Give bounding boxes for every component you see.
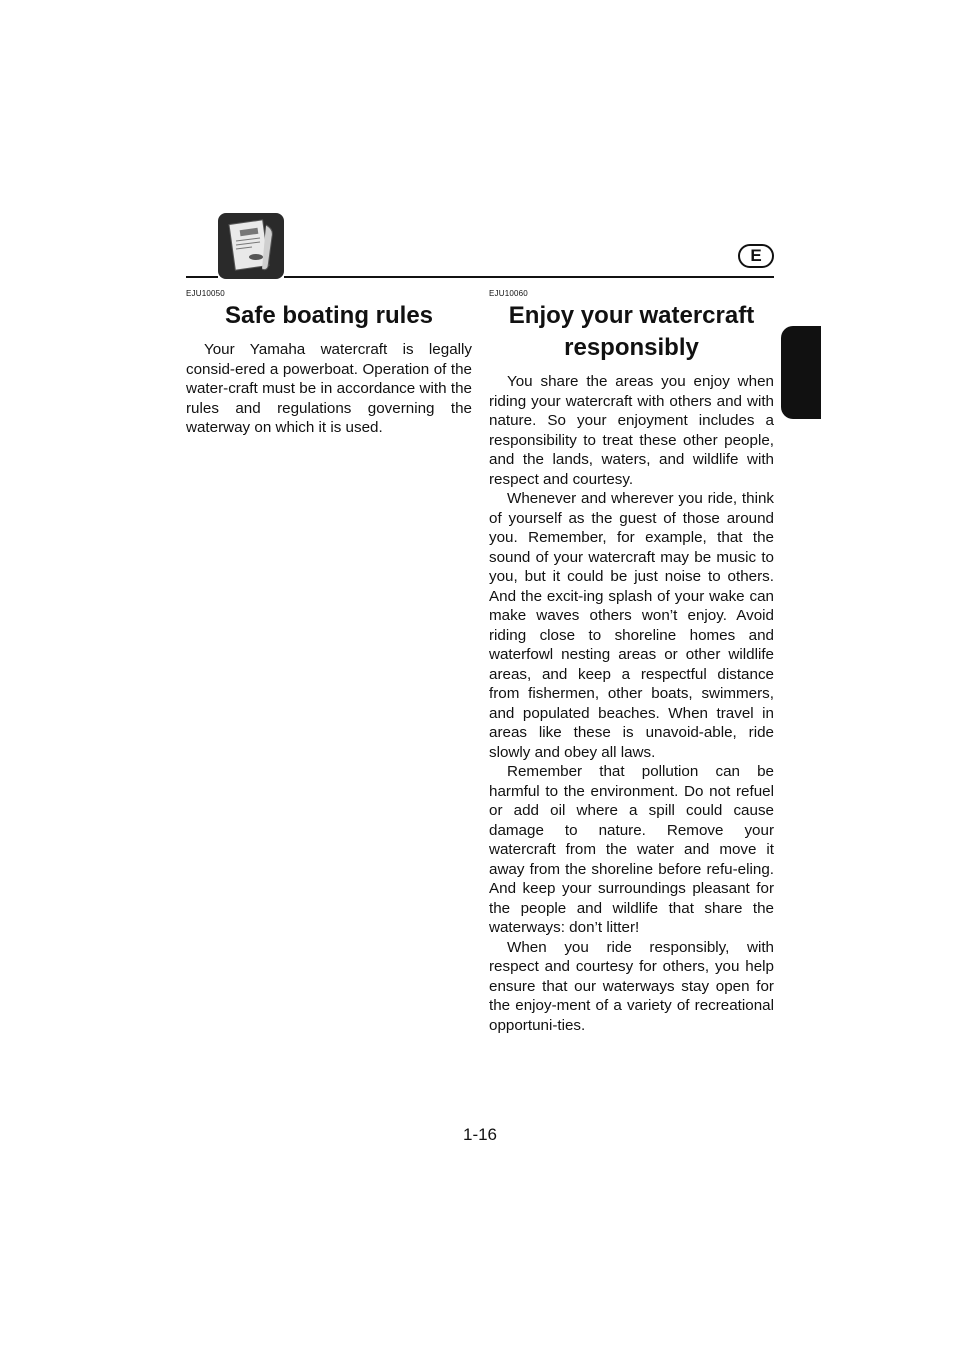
paragraph: Remember that pollution can be harmful to the environment. Do not refuel or add oil where a spill could cause damage to nature. Remove your watercraft from the water and move it away from the shoreline before refu-eling. And keep your surroundings pleasant for the people and wildlife that share the waterways: don’t litter! [489,763,774,936]
language-badge: E [738,244,774,268]
chapter-tab [781,326,821,419]
right-body [489,372,774,1035]
section-title-line-2: responsibly [564,334,699,361]
paragraph: You share the areas you enjoy when riding your watercraft with others and with nature. So your enjoyment includes a responsibility to treat these other people, and the lands, waters, and wildlife with respect and courtesy. [489,373,774,488]
header-rule-right [284,276,774,278]
left-body [186,340,472,438]
page-number: 1-16 [462,1125,498,1144]
manual-book-icon [218,213,284,279]
paragraph: When you ride responsibly, with respect and courtesy for others, you help ensure that our waterways stay open for the enjoy-ment of a variety of recreational opportuni-ties. [489,938,774,1034]
right-column [489,289,774,1035]
section-code: EJU10050 [186,289,225,298]
section-title: Safe boating rules [224,302,434,329]
paragraph: Your Yamaha watercraft is legally consid-ered a powerboat. Operation of the water-craft must be in accordance with the rules and regulations governing the waterway on which it is used. [186,341,472,436]
section-title-line-1: Enjoy your watercraft [508,302,755,329]
paragraph: Whenever and wherever you ride, think of yourself as the guest of those around you. Remember, for example, that the sound of your watercraft may be music to you, but it could be just noise to others. And the excit-ing splash of your wake can make waves others won’t enjoy. Avoid riding close to shoreline homes and waterfowl nesting areas or other wildlife areas, and keep a respectful distance from fishermen, other boats, swimmers, and populated beaches. When travel in areas like these is unavoid-able, ride slowly and obey all laws. [489,490,774,761]
section-code: EJU10060 [489,289,528,298]
left-column [186,289,472,438]
header-rule-left [186,276,218,278]
section-title [489,300,774,364]
